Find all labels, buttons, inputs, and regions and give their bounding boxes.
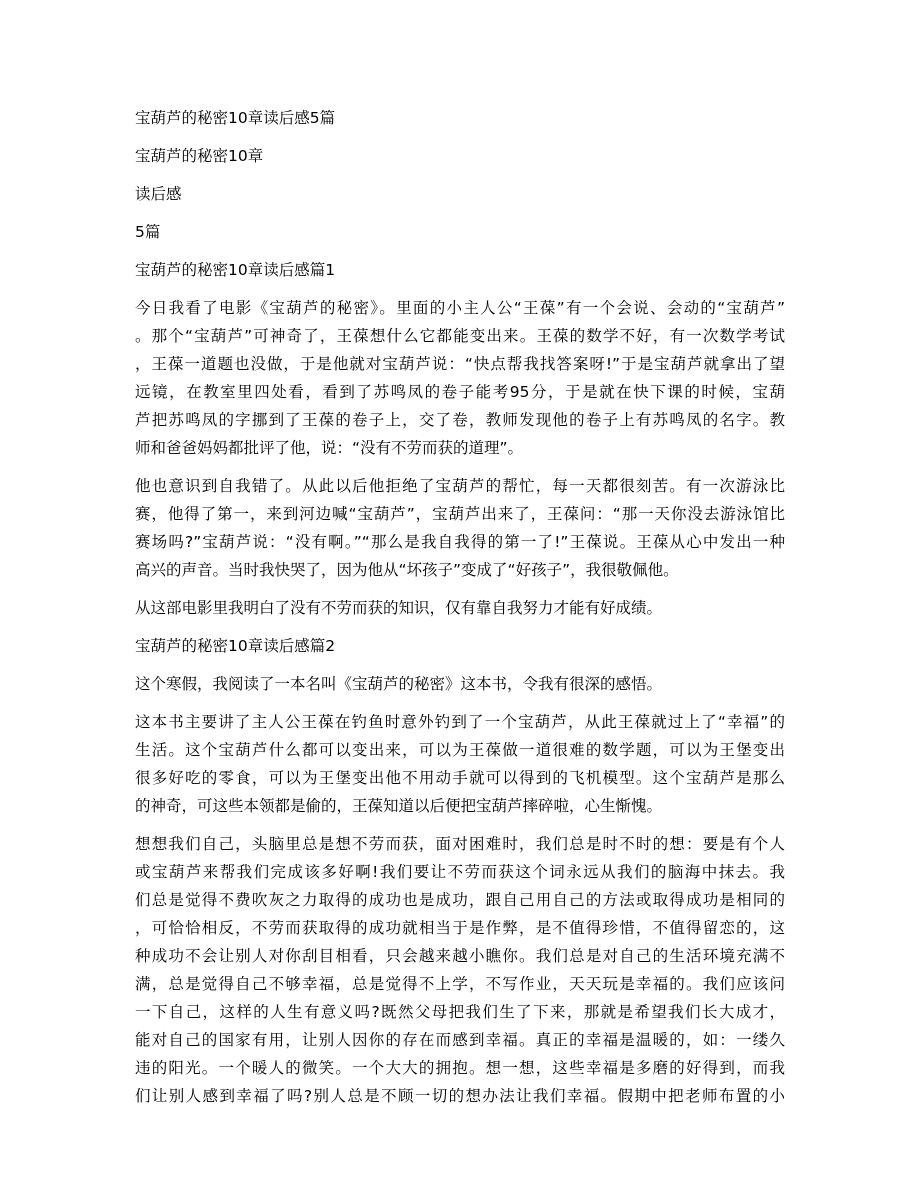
paragraph-line: 他也意识到自我错了。从此以后他拒绝了宝葫芦的帮忙，每一天都很刻苦。有一次游泳比	[135, 477, 785, 495]
paragraph-line: 今日我看了电影《宝葫芦的秘密》。里面的小主人公“王葆”有一个会说、会动的“宝葫芦”	[135, 299, 785, 317]
paragraph-line: 赛，他得了第一，来到河边喊“宝葫芦”，宝葫芦出来了，王葆问：“那一天你没去游泳馆比	[135, 505, 785, 523]
paragraph-line: 们让别人感到幸福了吗?别人总是不顾一切的想办法让我们幸福。假期中把老师布置的小	[135, 1087, 785, 1105]
document-title: 宝葫芦的秘密10章读后感5篇	[135, 109, 336, 127]
paragraph-line: 。那个“宝葫芦”可神奇了，王葆想什么它都能变出来。王葆的数学不好，有一次数学考试	[135, 327, 785, 345]
paragraph	[135, 670, 785, 698]
paragraph-line: ，可恰恰相反，不劳而获取得的成功就相当于是作弊，是不值得珍惜，不值得留恋的，这	[135, 919, 785, 937]
paragraph-line: 这本书主要讲了主人公王葆在钓鱼时意外钓到了一个宝葫芦，从此王葆就过上了“幸福”的	[135, 713, 785, 731]
subtitle-line: 读后感	[135, 185, 182, 203]
paragraph-line: 种成功不会让别人对你刮目相看，只会越来越小瞧你。我们总是对自己的生活环境充满不	[135, 947, 785, 965]
paragraph	[135, 294, 785, 462]
document-page	[135, 104, 785, 1120]
paragraph-line: 这个寒假，我阅读了一本名叫《宝葫芦的秘密》这本书，令我有很深的感悟。	[135, 675, 663, 693]
section-heading: 宝葫芦的秘密10章读后感篇1	[135, 261, 336, 279]
paragraph-line: 们总是觉得不费吹灰之力取得的成功也是成功，跟自己用自己的方法或取得成功是相同的	[135, 891, 785, 909]
paragraph	[135, 472, 785, 584]
paragraph-line: 生活。这个宝葫芦什么都可以变出来，可以为王葆做一道很难的数学题，可以为王堡变出	[135, 741, 785, 759]
paragraph-line: 违的阳光。一个暖人的微笑。一个大大的拥抱。想一想，这些幸福是多磨的好得到，而我	[135, 1059, 785, 1077]
paragraph-line: 高兴的声音。当时我快哭了，因为他从“坏孩子”变成了“好孩子”，我很敬佩他。	[135, 561, 679, 579]
paragraph-line: 从这部电影里我明白了没有不劳而获的知识，仅有靠自我努力才能有好成绩。	[135, 599, 663, 617]
paragraph-line: 能对自己的国家有用，让别人因你的存在而感到幸福。真正的幸福是温暖的，如：一缕久	[135, 1031, 785, 1049]
paragraph	[135, 594, 785, 622]
paragraph	[135, 830, 785, 1110]
paragraph-line: 想想我们自己，头脑里总是想不劳而获，面对困难时，我们总是时不时的想：要是有个人	[135, 835, 785, 853]
subtitle-line: 5篇	[135, 223, 161, 241]
paragraph-line: 远镜，在教室里四处看，看到了苏鸣凤的卷子能考95分，于是就在快下课的时候，宝葫	[135, 383, 785, 401]
paragraph-line: 或宝葫芦来帮我们完成该多好啊!我们要让不劳而获这个词永远从我们的脑海中抹去。我	[135, 863, 785, 881]
paragraph	[135, 708, 785, 820]
paragraph-line: 芦把苏鸣凤的字挪到了王葆的卷子上，交了卷，教师发现他的卷子上有苏鸣凤的名字。教	[135, 411, 785, 429]
paragraph-line: 师和爸爸妈妈都批评了他，说：“没有不劳而获的道理”。	[135, 439, 524, 457]
paragraph-line: 满，总是觉得自己不够幸福，总是觉得不上学，不写作业，天天玩是幸福的。我们应该问	[135, 975, 785, 993]
paragraph-line: 一下自己，这样的人生有意义吗?既然父母把我们生了下来，那就是希望我们长大成才，	[135, 1003, 785, 1021]
subtitle-line: 宝葫芦的秘密10章	[135, 147, 264, 165]
paragraph-line: 赛场吗?”宝葫芦说：“没有啊。”“那么是我自我得的第一了!”王葆说。王葆从心中发出一种	[135, 533, 785, 551]
paragraph-line: ，王葆一道题也没做，于是他就对宝葫芦说：“快点帮我找答案呀!”于是宝葫芦就拿出了望	[135, 355, 785, 373]
paragraph-line: 很多好吃的零食，可以为王堡变出他不用动手就可以得到的飞机模型。这个宝葫芦是那么	[135, 769, 785, 787]
paragraph-line: 的神奇，可这些本领都是偷的，王葆知道以后便把宝葫芦摔碎啦，心生惭愧。	[135, 797, 663, 815]
section-heading: 宝葫芦的秘密10章读后感篇2	[135, 637, 336, 655]
